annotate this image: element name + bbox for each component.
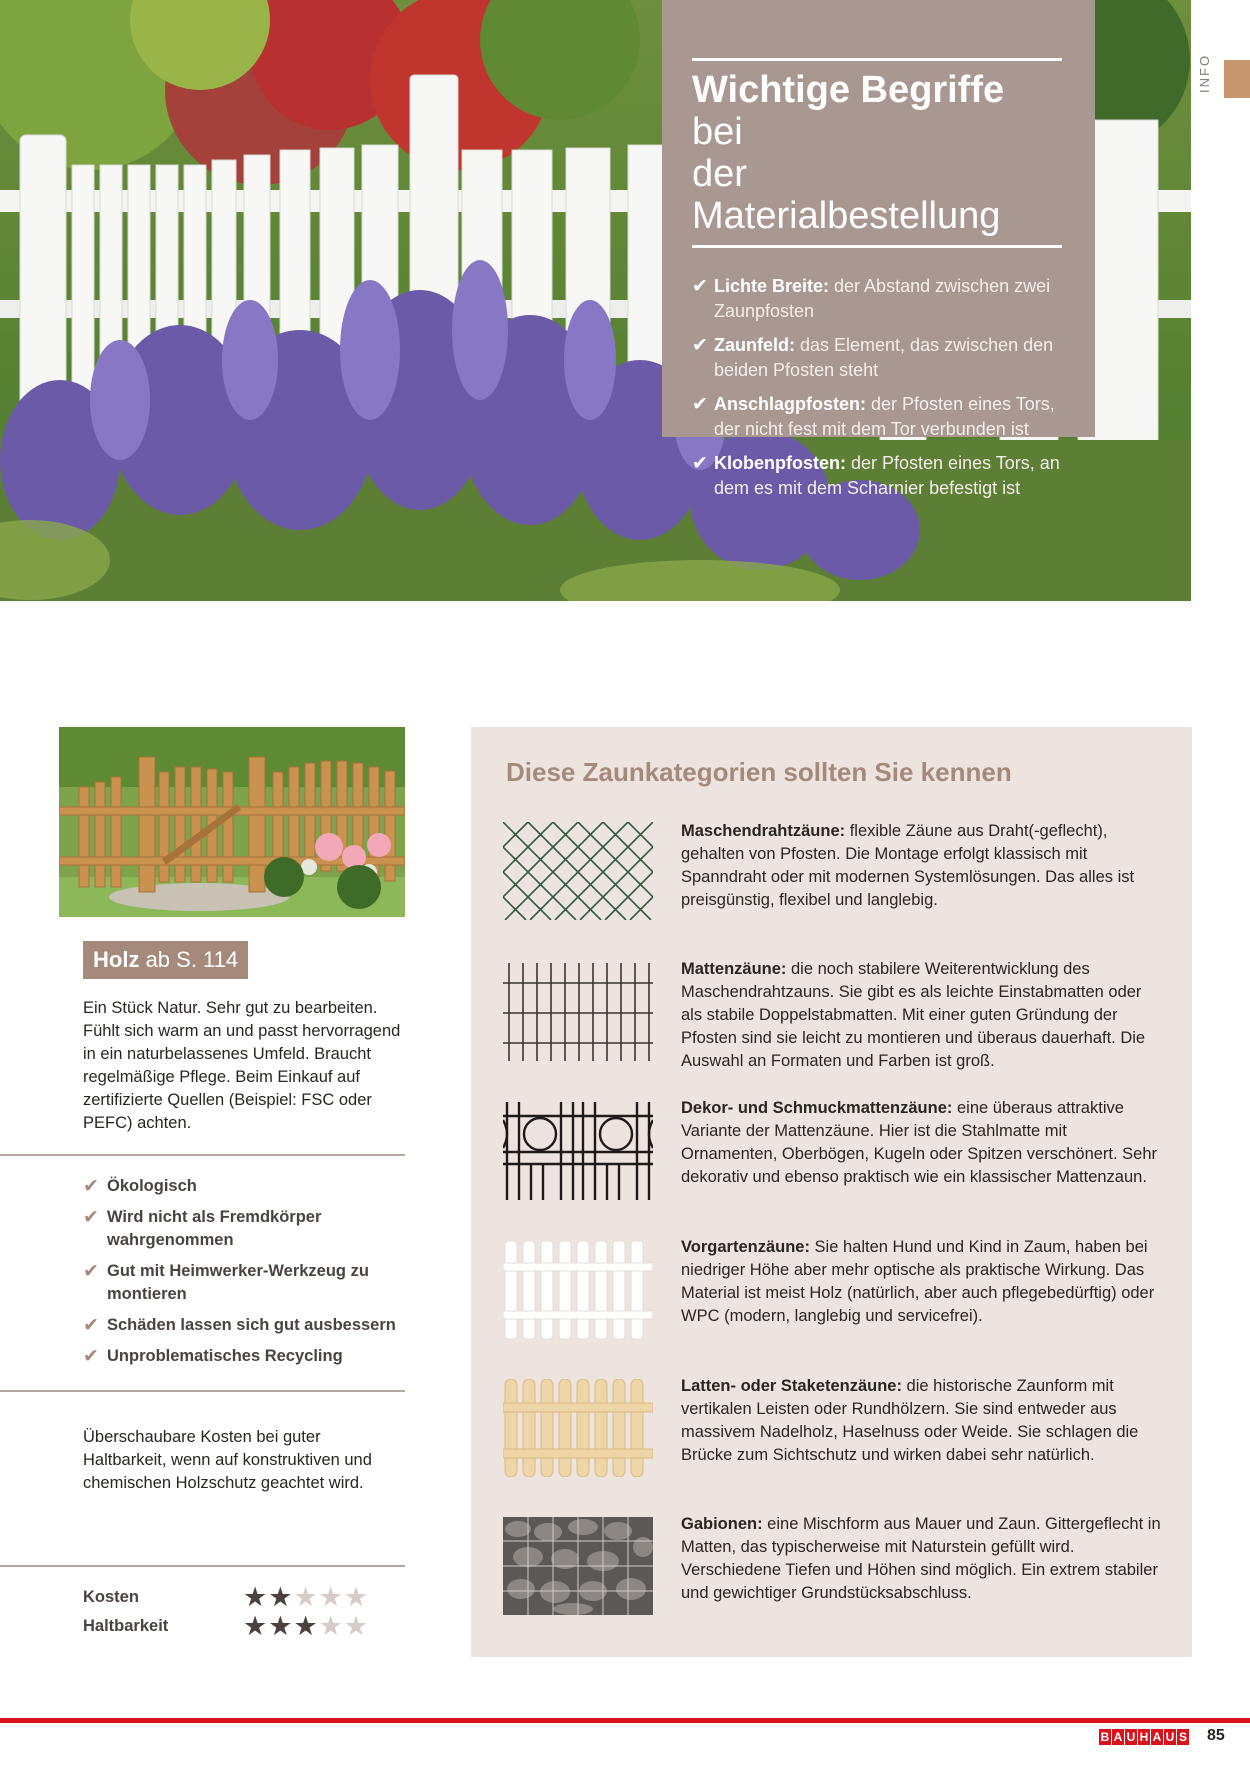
picket-fence-icon — [503, 1379, 653, 1477]
term-item — [692, 333, 1065, 383]
logo-letter: A — [1113, 1730, 1123, 1744]
benefit-text: Gut mit Heimwerker-Werkzeug zu montieren — [107, 1262, 369, 1303]
category-picket-text — [681, 1375, 1161, 1467]
rating-label: Kosten — [83, 1588, 139, 1606]
logo-letter: A — [1152, 1730, 1162, 1744]
benefit-item — [83, 1260, 403, 1306]
star-empty-icon: ★ — [293, 1582, 319, 1612]
key-terms-title-bold: Wichtige Begriffe — [692, 69, 1005, 111]
benefit-text: Unproblematisches Recycling — [107, 1347, 343, 1365]
check-icon: ✔ — [692, 276, 708, 297]
check-icon: ✔ — [83, 1207, 99, 1228]
wooden-gate-photo — [59, 727, 405, 917]
category-gabion-text — [681, 1513, 1161, 1605]
holz-tag-bold: Holz — [93, 947, 140, 972]
key-terms-box — [662, 0, 1095, 498]
key-terms-title — [692, 69, 1065, 237]
logo-letter: U — [1126, 1730, 1136, 1744]
holz-cost-note: Überschaubare Kosten bei guter Haltbarkeit, wenn auf konstruktiven und chemischen Holzschutz geachtet wird. — [83, 1428, 372, 1492]
benefit-text: Wird nicht als Fremdkörper wahrgenommen — [107, 1208, 322, 1249]
logo-letter: B — [1100, 1730, 1110, 1744]
title-rule-bottom — [692, 245, 1062, 248]
section-divider — [0, 1154, 405, 1156]
category-description: Sie halten Hund und Kind in Zaum, haben bei niedriger Höhe aber mehr optische als praktische Wirkung. Das Material ist meist Holz (natürlich, aber auch pflegebedürftig) oder WPC (modern, langlebig und servicefrei). — [681, 1238, 1155, 1325]
category-front-garden-text — [681, 1236, 1161, 1328]
category-name: Latten- oder Staketenzäune: — [681, 1377, 902, 1395]
holz-tag-page-ref: ab S. 114 — [139, 947, 239, 972]
star-rating — [243, 1584, 369, 1611]
star-filled-icon: ★ — [268, 1611, 294, 1641]
category-name: Maschendrahtzäune: — [681, 822, 846, 840]
category-description: die noch stabilere Weiterentwicklung des Maschendrahtzauns. Sie gibt es als leichte Einstabmatten oder als stabile Doppelstabmatten. Mit einer guten Gründung der Pfosten sind sie leicht zu montieren und überaus dauerhaft. Die Auswahl an Formaten und Farben ist groß. — [681, 960, 1146, 1070]
info-side-bar — [1224, 60, 1250, 98]
holz-page-tag[interactable] — [83, 941, 248, 979]
section-divider — [0, 1390, 405, 1392]
category-description: eine Mischform aus Mauer und Zaun. Gittergeflecht in Matten, das typischerweise mit Naturstein gefüllt wird. Verschiedene Tiefen und Höhen sind möglich. Ein extrem stabiler und gewichtiger Grundstücksabschluss. — [681, 1515, 1161, 1602]
star-empty-icon: ★ — [343, 1582, 370, 1612]
footer-accent-line — [0, 1718, 1250, 1723]
logo-letter: U — [1165, 1730, 1175, 1744]
rating-kosten — [83, 1582, 383, 1612]
star-empty-icon: ★ — [318, 1582, 344, 1612]
check-icon: ✔ — [83, 1261, 99, 1282]
category-chain-link-text — [681, 820, 1161, 912]
check-icon: ✔ — [83, 1315, 99, 1336]
term-name: Zaunfeld: — [714, 335, 795, 355]
category-mesh-panel-text — [681, 958, 1161, 1073]
term-item — [692, 392, 1065, 442]
key-terms-title-rest: bei — [692, 111, 743, 153]
benefit-item — [83, 1175, 403, 1198]
fence-categories-title: Diese Zaunkategorien sollten Sie kennen — [506, 757, 1012, 787]
term-definition: das Element, das zwischen den beiden Pfosten steht — [714, 335, 1054, 380]
term-definition: der Abstand zwischen zwei Zaunpfosten — [714, 276, 1051, 321]
category-description: eine überaus attraktive Variante der Mattenzäune. Hier ist die Stahlmatte mit Ornamenten, Oberbögen, Kugeln oder Spitzen verschönert. Sehr dekorativ und ebenso praktisch wie ein klassischer Mattenzaun. — [681, 1099, 1158, 1186]
term-item — [692, 274, 1065, 324]
category-description: flexible Zäune aus Draht(-geflecht), gehalten von Pfosten. Die Montage erfolgt klassisch mit Spanndraht oder mit modernen Systemlösungen. Das alles ist preisgünstig, flexibel und langlebig. — [681, 822, 1135, 909]
rating-label: Haltbarkeit — [83, 1617, 169, 1635]
category-name: Gabionen: — [681, 1515, 763, 1533]
term-name: Lichte Breite: — [714, 276, 830, 296]
front-garden-fence-icon — [503, 1241, 653, 1339]
bauhaus-logo[interactable] — [1099, 1729, 1189, 1745]
title-rule-top — [692, 58, 1062, 61]
benefit-text: Schäden lassen sich gut ausbessern — [107, 1316, 396, 1334]
logo-letter: S — [1178, 1730, 1187, 1744]
star-filled-icon: ★ — [293, 1611, 319, 1641]
star-filled-icon: ★ — [243, 1582, 269, 1612]
wooden-gate-illustration — [59, 727, 405, 917]
term-definition: der Pfosten eines Tors, der nicht fest mit dem Tor verbunden ist — [714, 394, 1055, 439]
section-divider — [0, 1565, 405, 1567]
benefit-text: Ökologisch — [107, 1177, 197, 1195]
benefit-item — [83, 1314, 403, 1337]
star-empty-icon: ★ — [343, 1611, 370, 1641]
category-name: Mattenzäune: — [681, 960, 787, 978]
holz-benefits-list — [83, 1175, 403, 1376]
check-icon: ✔ — [692, 335, 708, 356]
rating-haltbarkeit — [83, 1611, 383, 1641]
key-terms-title-line2: der Materialbestellung — [692, 153, 1001, 237]
key-terms-list — [692, 274, 1065, 501]
category-description: die historische Zaunform mit vertikalen Leisten oder Rundhölzern. Sie sind entweder aus massivem Nadelholz, Haselnuss oder Weide. Sie schlagen die Brücke zum Sichtschutz und wirken dabei sehr natürlich. — [681, 1377, 1139, 1464]
star-filled-icon: ★ — [243, 1611, 269, 1641]
star-filled-icon: ★ — [268, 1582, 294, 1612]
logo-letter: H — [1139, 1730, 1149, 1744]
check-icon: ✔ — [83, 1176, 99, 1197]
check-icon: ✔ — [692, 394, 708, 415]
page-number: 85 — [1207, 1727, 1225, 1744]
category-ornamental-text — [681, 1097, 1161, 1189]
gabion-icon — [503, 1517, 653, 1615]
term-definition: der Pfosten eines Tors, an dem es mit dem Scharnier befestigt ist — [714, 453, 1060, 498]
term-item — [692, 451, 1065, 501]
ornamental-fence-icon — [503, 1102, 653, 1200]
mesh-panel-fence-icon — [503, 963, 653, 1061]
fence-categories-box — [471, 727, 1192, 1657]
star-empty-icon: ★ — [318, 1611, 344, 1641]
category-name: Dekor- und Schmuckmattenzäune: — [681, 1099, 953, 1117]
chain-link-fence-icon — [503, 822, 653, 920]
benefit-item — [83, 1345, 403, 1368]
info-side-tab-label: INFO — [1197, 53, 1212, 93]
info-side-tab — [1197, 55, 1213, 95]
holz-description: Ein Stück Natur. Sehr gut zu bearbeiten. Fühlt sich warm an und passt hervorragend in ein naturbelassenes Umfeld. Braucht regelmäßige Pflege. Beim Einkauf auf zertifizierte Quellen (Beispiel: FSC oder PEFC) achten. — [83, 999, 401, 1132]
category-name: Vorgartenzäune: — [681, 1238, 810, 1256]
check-icon: ✔ — [83, 1346, 99, 1367]
term-name: Anschlagpfosten: — [714, 394, 867, 414]
star-rating — [243, 1613, 369, 1640]
check-icon: ✔ — [692, 453, 708, 474]
term-name: Klobenpfosten: — [714, 453, 846, 473]
benefit-item — [83, 1206, 403, 1252]
